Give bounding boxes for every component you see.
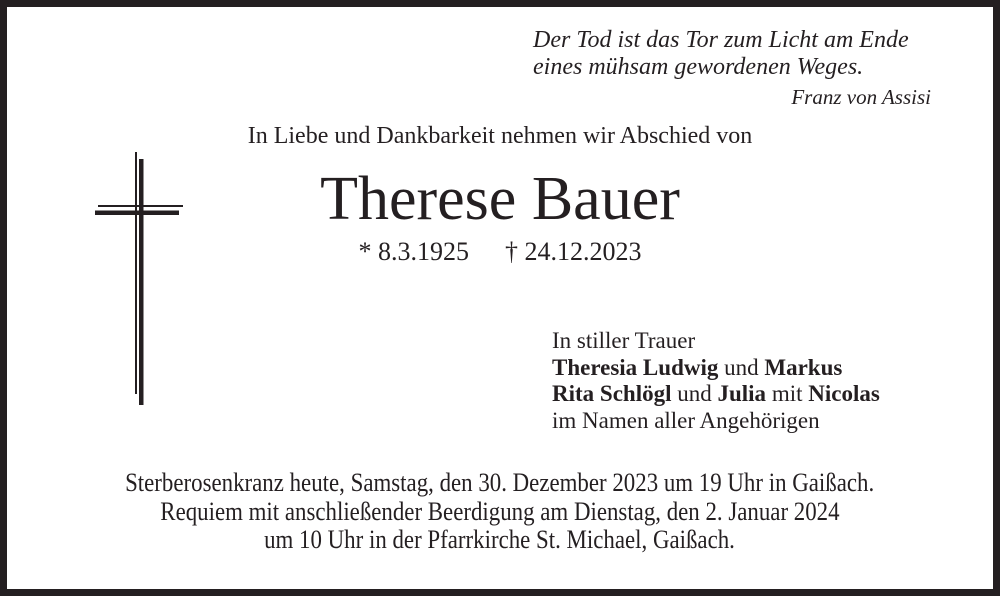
- mourner-name: Nicolas: [808, 381, 880, 406]
- mourners-line-1: [552, 355, 880, 382]
- mourning-block: [552, 328, 880, 434]
- mourner-name: Julia: [717, 381, 767, 406]
- schedule-line-3: um 10 Uhr in der Pfarrkirche St. Michael, Gaißach.: [264, 525, 736, 554]
- mourning-heading: In stiller Trauer: [552, 328, 696, 353]
- mourner-name: Theresia Ludwig: [552, 354, 719, 380]
- mourner-connector: mit: [771, 381, 803, 406]
- mourners-line-2: [552, 381, 880, 408]
- schedule-line-1: Sterberosenkranz heute, Samstag, den 30. Dezember 2023 um 19 Uhr in Gaißach.: [125, 468, 875, 497]
- life-dates: [7, 237, 993, 267]
- deceased-name: Therese Bauer: [320, 165, 680, 233]
- quote-line-1: Der Tod ist das Tor zum Licht am Ende: [533, 27, 909, 53]
- schedule-line-2: Requiem mit anschließender Beerdigung am Dienstag, den 2. Januar 2024: [160, 496, 840, 526]
- quote-line-2: eines mühsam gewordenen Weges.: [533, 54, 864, 80]
- birth-date: * 8.3.1925: [358, 237, 469, 266]
- memorial-quote: [533, 27, 931, 109]
- quote-attribution: Franz von Assisi: [791, 85, 931, 109]
- farewell-intro: In Liebe und Dankbarkeit nehmen wir Abschied von: [247, 123, 753, 149]
- mourner-connector: und: [724, 354, 759, 380]
- mourner-name: Rita Schlögl: [552, 381, 672, 406]
- mourner-name: Markus: [764, 354, 843, 380]
- mourner-connector: und: [677, 381, 712, 406]
- mourning-closing: im Namen aller Angehörigen: [552, 407, 820, 433]
- service-schedule: [7, 469, 993, 555]
- death-date: † 24.12.2023: [505, 237, 642, 266]
